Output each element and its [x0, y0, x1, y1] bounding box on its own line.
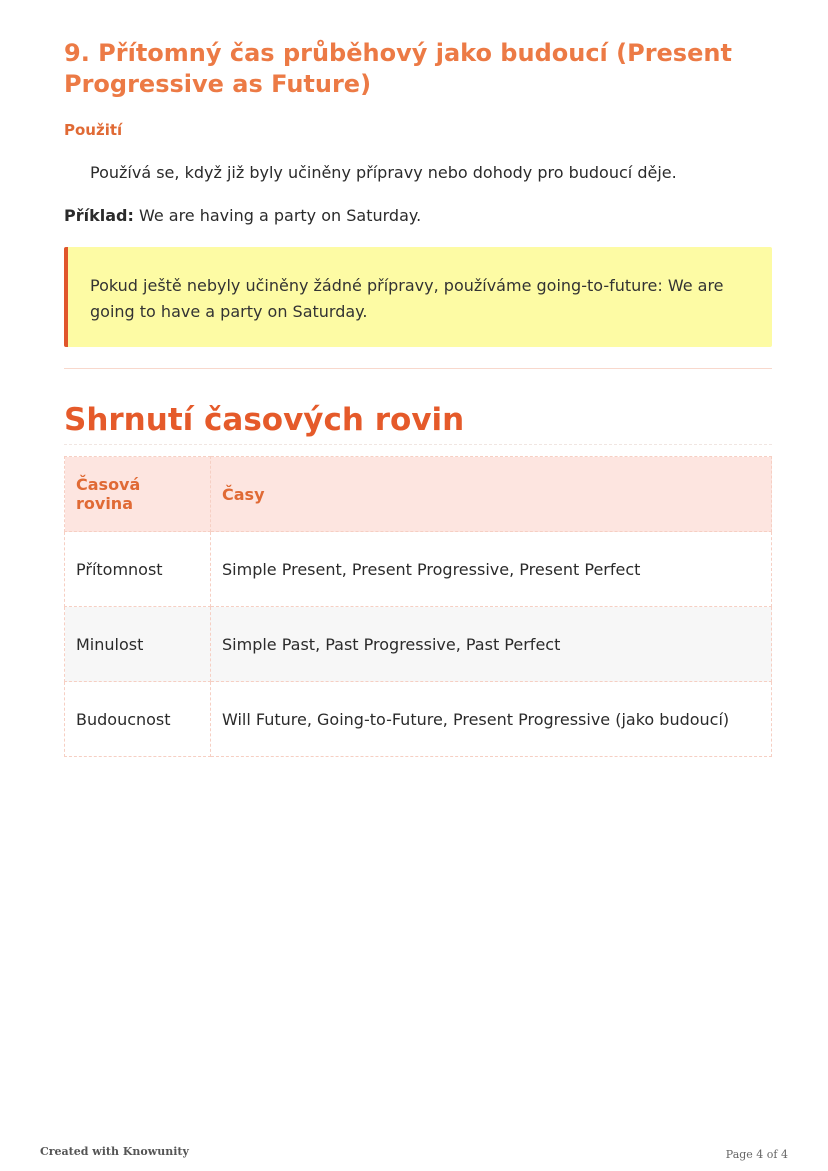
section-title: 9. Přítomný čas průběhový jako budoucí (Present Progressive as Future)	[64, 39, 732, 98]
row-future-level: Budoucnost	[65, 682, 211, 757]
table-row	[65, 607, 772, 682]
header-tenses: Časy	[211, 457, 772, 532]
usage-subheading: Použití	[64, 121, 123, 139]
section-divider	[64, 368, 772, 369]
header-time-level: Časová rovina	[65, 457, 211, 532]
note-box	[64, 247, 772, 347]
example-text: We are having a party on Saturday.	[133, 206, 422, 225]
usage-text: Používá se, když již byly učiněny přípravy nebo dohody pro budoucí děje.	[90, 163, 677, 182]
row-future-tenses: Will Future, Going-to-Future, Present Progressive (jako budoucí)	[211, 682, 772, 757]
table-row	[65, 682, 772, 757]
summary-title: Shrnutí časových rovin	[64, 402, 465, 438]
row-present-level: Přítomnost	[65, 532, 211, 607]
note-text: Pokud ještě nebyly učiněny žádné přípravy, používáme going-to-future: We are going to have a party on Saturday.	[90, 276, 724, 321]
summary-table	[64, 456, 772, 757]
row-past-level: Minulost	[65, 607, 211, 682]
footer-page-number: Page 4 of 4	[725, 1148, 788, 1161]
example-label: Příklad:	[64, 206, 134, 225]
example-paragraph	[64, 205, 421, 227]
footer-created-with: Created with Knowunity	[40, 1145, 189, 1158]
table-row	[65, 532, 772, 607]
row-present-tenses: Simple Present, Present Progressive, Present Perfect	[211, 532, 772, 607]
summary-title-rule	[64, 444, 772, 445]
row-past-tenses: Simple Past, Past Progressive, Past Perfect	[211, 607, 772, 682]
table-header-row	[65, 457, 772, 532]
